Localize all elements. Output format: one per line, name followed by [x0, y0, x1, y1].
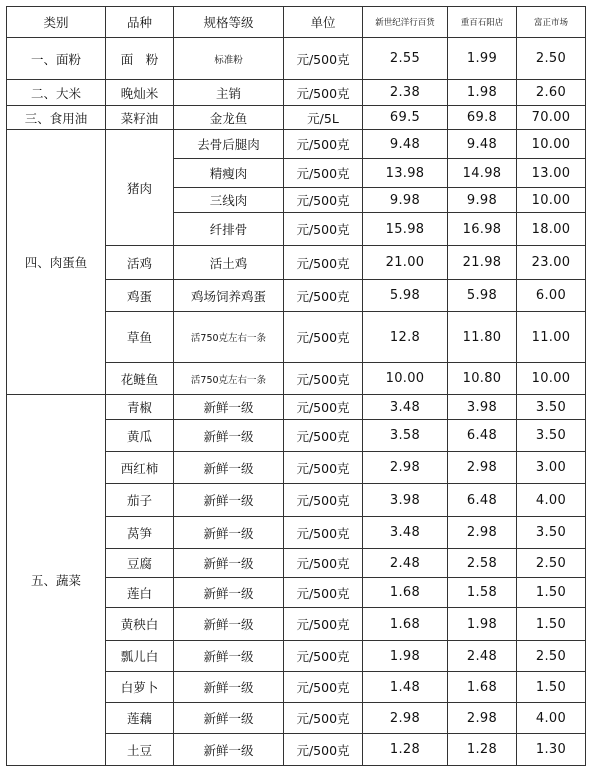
- unit-cell: 元/500克: [284, 549, 363, 578]
- price-store-1: 1.68: [363, 608, 448, 641]
- variety-cell: 青椒: [106, 395, 174, 420]
- grade-cell: 活750克左右一条: [174, 312, 284, 363]
- grade-cell: 新鲜一级: [174, 641, 284, 672]
- price-store-3: 3.00: [517, 452, 586, 484]
- unit-cell: 元/500克: [284, 38, 363, 80]
- price-store-1: 2.38: [363, 80, 448, 106]
- grade-cell: 鸡场饲养鸡蛋: [174, 280, 284, 312]
- price-store-2: 1.58: [448, 578, 517, 608]
- price-store-3: 1.50: [517, 608, 586, 641]
- unit-cell: 元/500克: [284, 312, 363, 363]
- unit-cell: 元/500克: [284, 703, 363, 734]
- category-cell: 四、肉蛋鱼: [7, 130, 106, 395]
- unit-cell: 元/500克: [284, 159, 363, 188]
- grade-cell: 去骨后腿肉: [174, 130, 284, 159]
- price-store-1: 12.8: [363, 312, 448, 363]
- unit-cell: 元/500克: [284, 213, 363, 246]
- unit-cell: 元/500克: [284, 363, 363, 395]
- unit-cell: 元/500克: [284, 672, 363, 703]
- price-store-3: 2.50: [517, 641, 586, 672]
- grade-cell: 新鲜一级: [174, 672, 284, 703]
- unit-cell: 元/500克: [284, 80, 363, 106]
- price-store-3: 11.00: [517, 312, 586, 363]
- price-store-3: 3.50: [517, 420, 586, 452]
- variety-cell: 莴笋: [106, 517, 174, 549]
- price-store-1: 1.68: [363, 578, 448, 608]
- price-store-3: 2.50: [517, 549, 586, 578]
- price-store-1: 3.98: [363, 484, 448, 517]
- price-store-2: 2.98: [448, 517, 517, 549]
- price-store-2: 9.98: [448, 188, 517, 213]
- price-store-3: 23.00: [517, 246, 586, 280]
- price-store-2: 1.68: [448, 672, 517, 703]
- price-store-2: 2.58: [448, 549, 517, 578]
- unit-cell: 元/500克: [284, 484, 363, 517]
- variety-cell: 白萝卜: [106, 672, 174, 703]
- price-store-3: 4.00: [517, 703, 586, 734]
- price-store-2: 1.28: [448, 734, 517, 766]
- price-store-3: 18.00: [517, 213, 586, 246]
- header-variety: 品种: [106, 7, 174, 38]
- price-store-2: 2.98: [448, 703, 517, 734]
- header-store-1: 新世纪洋行百货: [363, 7, 448, 38]
- variety-cell: 花鲢鱼: [106, 363, 174, 395]
- price-store-1: 1.28: [363, 734, 448, 766]
- grade-cell: 活750克左右一条: [174, 363, 284, 395]
- price-store-3: 10.00: [517, 363, 586, 395]
- price-store-3: 6.00: [517, 280, 586, 312]
- price-table: [6, 6, 586, 766]
- unit-cell: 元/500克: [284, 130, 363, 159]
- grade-cell: 纤排骨: [174, 213, 284, 246]
- unit-cell: 元/500克: [284, 246, 363, 280]
- price-store-3: 1.50: [517, 578, 586, 608]
- grade-cell: 新鲜一级: [174, 549, 284, 578]
- price-store-1: 2.55: [363, 38, 448, 80]
- price-store-2: 1.98: [448, 80, 517, 106]
- variety-cell: 莲白: [106, 578, 174, 608]
- price-store-3: 2.60: [517, 80, 586, 106]
- unit-cell: 元/500克: [284, 395, 363, 420]
- category-cell: 二、大米: [7, 80, 106, 106]
- header-row: [7, 7, 586, 38]
- price-store-1: 9.98: [363, 188, 448, 213]
- category-cell: 三、食用油: [7, 106, 106, 130]
- price-store-1: 3.58: [363, 420, 448, 452]
- unit-cell: 元/500克: [284, 734, 363, 766]
- variety-cell: 黄瓜: [106, 420, 174, 452]
- grade-cell: 三线肉: [174, 188, 284, 213]
- price-store-2: 21.98: [448, 246, 517, 280]
- price-store-3: 2.50: [517, 38, 586, 80]
- category-cell: 五、蔬菜: [7, 395, 106, 766]
- price-store-1: 15.98: [363, 213, 448, 246]
- variety-cell: 晚灿米: [106, 80, 174, 106]
- price-store-1: 1.98: [363, 641, 448, 672]
- price-store-2: 10.80: [448, 363, 517, 395]
- price-store-2: 1.98: [448, 608, 517, 641]
- table-row: [7, 38, 586, 80]
- header-unit: 单位: [284, 7, 363, 38]
- grade-cell: 标准粉: [174, 38, 284, 80]
- price-store-2: 9.48: [448, 130, 517, 159]
- unit-cell: 元/500克: [284, 517, 363, 549]
- price-store-2: 14.98: [448, 159, 517, 188]
- unit-cell: 元/500克: [284, 420, 363, 452]
- grade-cell: 活土鸡: [174, 246, 284, 280]
- price-store-3: 10.00: [517, 188, 586, 213]
- variety-cell: 猪肉: [106, 130, 174, 246]
- price-store-1: 3.48: [363, 395, 448, 420]
- variety-cell: 豆腐: [106, 549, 174, 578]
- price-store-3: 70.00: [517, 106, 586, 130]
- table-row: [7, 395, 586, 420]
- table-row: [7, 106, 586, 130]
- header-store-2: 重百石阳店: [448, 7, 517, 38]
- table-row: [7, 130, 586, 159]
- grade-cell: 新鲜一级: [174, 420, 284, 452]
- price-store-1: 21.00: [363, 246, 448, 280]
- price-store-2: 1.99: [448, 38, 517, 80]
- unit-cell: 元/500克: [284, 641, 363, 672]
- grade-cell: 新鲜一级: [174, 608, 284, 641]
- variety-cell: 莲藕: [106, 703, 174, 734]
- unit-cell: 元/5L: [284, 106, 363, 130]
- grade-cell: 新鲜一级: [174, 578, 284, 608]
- variety-cell: 鸡蛋: [106, 280, 174, 312]
- grade-cell: 新鲜一级: [174, 703, 284, 734]
- price-store-2: 16.98: [448, 213, 517, 246]
- unit-cell: 元/500克: [284, 578, 363, 608]
- price-store-3: 10.00: [517, 130, 586, 159]
- price-store-1: 2.98: [363, 703, 448, 734]
- unit-cell: 元/500克: [284, 188, 363, 213]
- variety-cell: 草鱼: [106, 312, 174, 363]
- price-store-3: 3.50: [517, 517, 586, 549]
- grade-cell: 金龙鱼: [174, 106, 284, 130]
- price-store-2: 5.98: [448, 280, 517, 312]
- table-row: [7, 80, 586, 106]
- price-store-2: 6.48: [448, 484, 517, 517]
- price-store-2: 6.48: [448, 420, 517, 452]
- variety-cell: 瓢儿白: [106, 641, 174, 672]
- price-store-1: 69.5: [363, 106, 448, 130]
- price-store-3: 1.50: [517, 672, 586, 703]
- price-store-1: 10.00: [363, 363, 448, 395]
- variety-cell: 西红柿: [106, 452, 174, 484]
- price-store-3: 1.30: [517, 734, 586, 766]
- price-store-1: 9.48: [363, 130, 448, 159]
- price-store-1: 3.48: [363, 517, 448, 549]
- price-store-3: 13.00: [517, 159, 586, 188]
- grade-cell: 精瘦肉: [174, 159, 284, 188]
- variety-cell: 面 粉: [106, 38, 174, 80]
- unit-cell: 元/500克: [284, 452, 363, 484]
- category-cell: 一、面粉: [7, 38, 106, 80]
- header-grade: 规格等级: [174, 7, 284, 38]
- price-store-2: 2.98: [448, 452, 517, 484]
- price-store-2: 69.8: [448, 106, 517, 130]
- price-store-1: 2.98: [363, 452, 448, 484]
- price-store-2: 3.98: [448, 395, 517, 420]
- grade-cell: 新鲜一级: [174, 395, 284, 420]
- unit-cell: 元/500克: [284, 608, 363, 641]
- price-store-2: 2.48: [448, 641, 517, 672]
- grade-cell: 新鲜一级: [174, 484, 284, 517]
- header-store-3: 富正市场: [517, 7, 586, 38]
- grade-cell: 主销: [174, 80, 284, 106]
- grade-cell: 新鲜一级: [174, 734, 284, 766]
- price-store-1: 5.98: [363, 280, 448, 312]
- header-category: 类别: [7, 7, 106, 38]
- variety-cell: 菜籽油: [106, 106, 174, 130]
- grade-cell: 新鲜一级: [174, 517, 284, 549]
- grade-cell: 新鲜一级: [174, 452, 284, 484]
- price-store-1: 13.98: [363, 159, 448, 188]
- price-store-2: 11.80: [448, 312, 517, 363]
- price-store-3: 4.00: [517, 484, 586, 517]
- variety-cell: 茄子: [106, 484, 174, 517]
- price-store-1: 2.48: [363, 549, 448, 578]
- price-store-3: 3.50: [517, 395, 586, 420]
- variety-cell: 活鸡: [106, 246, 174, 280]
- unit-cell: 元/500克: [284, 280, 363, 312]
- variety-cell: 土豆: [106, 734, 174, 766]
- price-store-1: 1.48: [363, 672, 448, 703]
- variety-cell: 黄秧白: [106, 608, 174, 641]
